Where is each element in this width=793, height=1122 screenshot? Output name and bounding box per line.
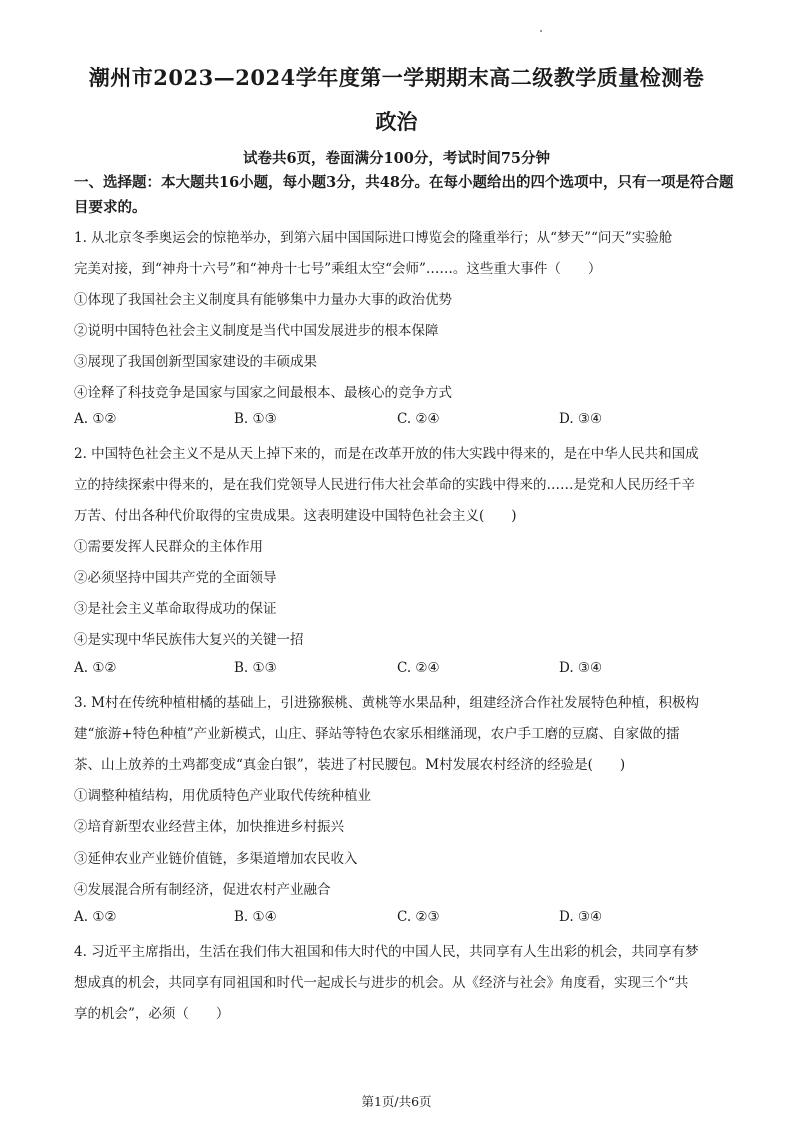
question-item: ④诠释了科技竞争是国家与国家之间最根本、最核心的竞争方式	[74, 385, 452, 401]
question-item: ②培育新型农业经营主体，加快推进乡村振兴	[74, 819, 344, 835]
option-d[interactable]: D. ③④	[559, 660, 603, 676]
option-d[interactable]: D. ③④	[559, 411, 603, 427]
option-c[interactable]: C. ②③	[397, 909, 440, 925]
option-c[interactable]: C. ②④	[397, 660, 440, 676]
option-b[interactable]: B. ①③	[234, 660, 277, 676]
exam-title: 潮州市2023—2024学年度第一学期期末高二级教学质量检测卷	[88, 65, 705, 90]
question-item: ③展现了我国创新型国家建设的丰硕成果	[74, 354, 317, 370]
question-item: ③延伸农业产业链价值链，多渠道增加农民收入	[74, 851, 358, 867]
question-stem-line: 万苦、付出各种代价取得的宝贵成果。这表明建设中国特色社会主义( )	[74, 508, 517, 524]
option-a[interactable]: A. ①②	[74, 909, 117, 925]
question-stem-line: 建“旅游+特色种植”产业新模式，山庄、驿站等特色农家乐相继涌现，农户手工磨的豆腐、自家做的擂	[74, 726, 680, 742]
question-item: ①体现了我国社会主义制度具有能够集中力量办大事的政治优势	[74, 292, 452, 308]
question-stem-line: 茶、山上放养的土鸡都变成“真金白银”，装进了村民腰包。M村发展农村经济的经验是( )	[74, 757, 626, 773]
question-stem-line: 完美对接，到“神舟十六号”和“神舟十七号”乘组太空“会师”……。这些重大事件（ ）	[74, 261, 602, 277]
option-b[interactable]: B. ①④	[234, 909, 277, 925]
question-stem-line: 想成真的机会，共同享有同祖国和时代一起成长与进步的机会。从《经济与社会》角度看，实现三个“共	[74, 975, 689, 991]
question-stem-line: 3. M村在传统种植柑橘的基础上，引进猕猴桃、黄桃等水果品种，组建经济合作社发展特色种植，积极构	[74, 695, 699, 711]
option-d[interactable]: D. ③④	[559, 909, 603, 925]
question-stem-line: 享的机会”，必须（ ）	[74, 1006, 230, 1022]
question-stem-line: 1. 从北京冬季奥运会的惊艳举办，到第六届中国国际进口博览会的隆重举行；从“梦天”“问天”实验舱	[74, 230, 673, 246]
subject-title: 政治	[375, 109, 418, 134]
option-b[interactable]: B. ①③	[234, 411, 277, 427]
page-number: 第1页/共6页	[361, 1094, 432, 1109]
question-item: ③是社会主义革命取得成功的保证	[74, 601, 277, 617]
question-item: ④是实现中华民族伟大复兴的关键一招	[74, 632, 304, 648]
scan-dot	[540, 30, 542, 32]
question-item: ①调整种植结构，用优质特色产业取代传统种植业	[74, 788, 371, 804]
answer-options	[74, 909, 674, 929]
question-stem-line: 立的持续探索中得来的，是在我们党领导人民进行伟大社会革命的实践中得来的……是党和人民历经千辛	[74, 477, 695, 493]
option-c[interactable]: C. ②④	[397, 411, 440, 427]
option-a[interactable]: A. ①②	[74, 660, 117, 676]
option-a[interactable]: A. ①②	[74, 411, 117, 427]
question-item: ①需要发挥人民群众的主体作用	[74, 539, 263, 555]
exam-info: 试卷共6页，卷面满分100分，考试时间75分钟	[242, 150, 551, 167]
section-heading: 一、选择题：本大题共16小题，每小题3分，共48分。在每小题给出的四个选项中，只有一项是符合题目要求的。	[74, 174, 734, 216]
question-item: ②必须坚持中国共产党的全面领导	[74, 570, 277, 586]
question-stem-line: 2. 中国特色社会主义不是从天上掉下来的，而是在改革开放的伟大实践中得来的，是在中华人民共和国成	[74, 446, 699, 462]
question-item: ④发展混合所有制经济，促进农村产业融合	[74, 882, 331, 898]
question-stem-line: 4. 习近平主席指出，生活在我们伟大祖国和伟大时代的中国人民，共同享有人生出彩的机会，共同享有梦	[74, 944, 699, 960]
question-item: ②说明中国特色社会主义制度是当代中国发展进步的根本保障	[74, 323, 439, 339]
answer-options	[74, 660, 674, 680]
answer-options	[74, 411, 674, 431]
